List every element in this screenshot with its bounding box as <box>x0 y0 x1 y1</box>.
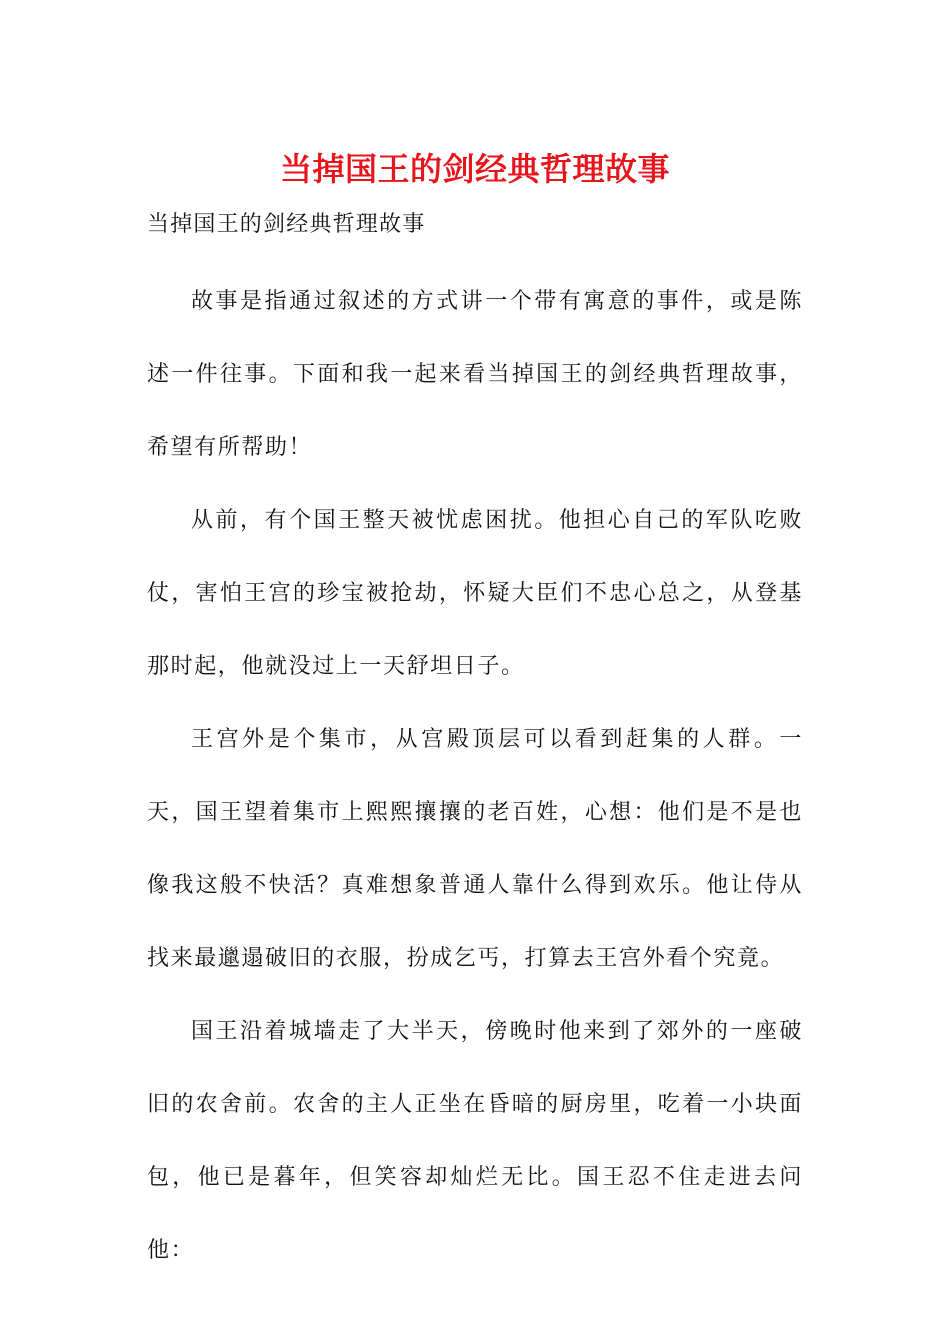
document-subtitle: 当掉国王的剑经典哲理故事 <box>147 212 426 237</box>
document-body <box>147 265 803 1287</box>
paragraph: 故事是指通过叙述的方式讲一个带有寓意的事件，或是陈述一件往事。下面和我一起来看当掉国王的剑经典哲理故事，希望有所帮助！ <box>147 289 803 460</box>
paragraph: 王宫外是个集市，从宫殿顶层可以看到赶集的人群。一天，国王望着集市上熙熙攘攘的老百姓，心想：他们是不是也像我这般不快活？真难想象普通人靠什么得到欢乐。他让侍从找来最邋遢破旧的衣服，扮成乞丐，打算去王宫外看个究竟。 <box>147 727 803 971</box>
paragraph: 国王沿着城墙走了大半天，傍晚时他来到了郊外的一座破旧的农舍前。农舍的主人正坐在昏暗的厨房里，吃着一小块面包，他已是暮年，但笑容却灿烂无比。国王忍不住走进去问他： <box>147 1019 803 1263</box>
document-title: 当掉国王的剑经典哲理故事 <box>279 150 670 188</box>
paragraph: 从前，有个国王整天被忧虑困扰。他担心自己的军队吃败仗，害怕王宫的珍宝被抢劫，怀疑大臣们不忠心总之，从登基那时起，他就没过上一天舒坦日子。 <box>147 508 803 679</box>
